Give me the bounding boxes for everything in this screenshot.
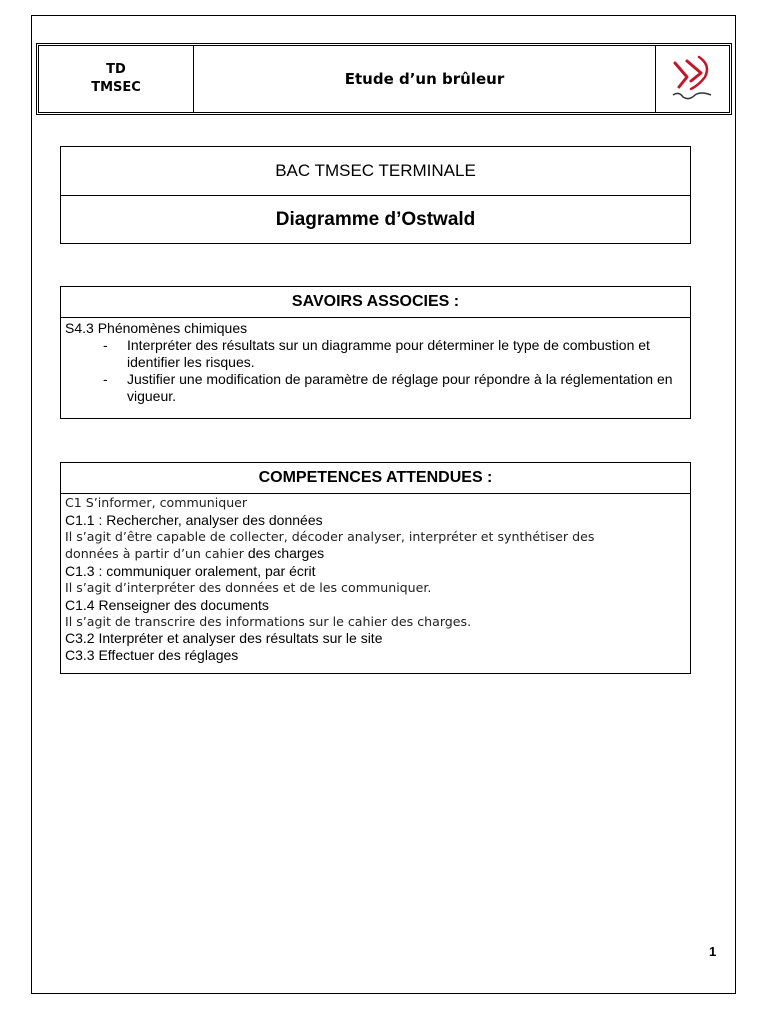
school-logo-icon — [665, 51, 721, 107]
savoirs-intro: S4.3 Phénomènes chimiques — [65, 320, 248, 336]
savoirs-list — [65, 337, 686, 405]
savoirs-heading: SAVOIRS ASSOCIES : — [61, 287, 690, 318]
page-number: 1 — [709, 944, 717, 959]
competence-line: C1 S’informer, communiquer — [65, 495, 248, 510]
competence-line: des charges — [247, 545, 325, 562]
logo-cell — [656, 46, 729, 112]
savoirs-item-text: Interpréter des résultats sur un diagramme pour déterminer le type de combustion et identifier les risques. — [127, 337, 650, 370]
competence-line: C1.1 : Rechercher, analyser des données — [65, 511, 323, 528]
document-header — [36, 43, 732, 115]
list-item: - Interpréter des résultats sur un diagramme pour déterminer le type de combustion et identifier les risques. — [103, 337, 650, 370]
competences-body — [61, 494, 690, 665]
savoirs-section — [60, 286, 691, 419]
competence-line: Il s’agit d’être capable de collecter, décoder analyser, interpréter et synthétiser des — [65, 528, 595, 544]
course-type: TD — [106, 62, 126, 77]
competence-line: C3.3 Effectuer des réglages — [65, 647, 239, 664]
competence-line: C1.4 Renseigner des documents — [65, 596, 269, 613]
competence-line-group — [65, 545, 686, 563]
exam-level: BAC TMSEC TERMINALE — [61, 147, 690, 196]
list-item: - Justifier une modification de paramètre de réglage pour répondre à la réglementation en vigueur. — [103, 371, 673, 404]
savoirs-body — [61, 318, 690, 407]
competence-line: C1.3 : communiquer oralement, par écrit — [65, 563, 316, 580]
competence-line: Il s’agit de transcrire des informations sur le cahier des charges. — [65, 613, 472, 629]
competence-line: données à partir d’un cahier — [65, 546, 244, 562]
savoirs-item-text: Justifier une modification de paramètre de réglage pour répondre à la réglementation en vigueur. — [127, 371, 673, 404]
course-label — [39, 46, 194, 112]
competence-line: C3.2 Interpréter et analyser des résultats sur le site — [65, 630, 383, 647]
title-box — [60, 146, 691, 244]
competences-section — [60, 462, 691, 674]
competence-line: Il s’agit d’interpréter des données et de les communiquer. — [65, 579, 432, 595]
lesson-title: Diagramme d’Ostwald — [275, 209, 476, 230]
document-title: Etude d’un brûleur — [194, 46, 656, 112]
course-name: TMSEC — [91, 80, 141, 95]
competences-heading: COMPETENCES ATTENDUES : — [61, 463, 690, 494]
